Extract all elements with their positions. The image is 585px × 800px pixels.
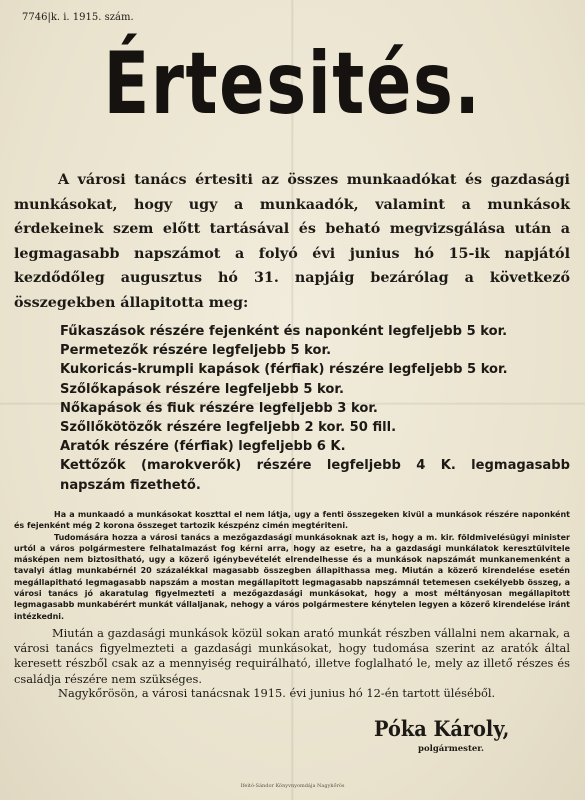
- signer-name: Póka Károly,: [374, 716, 510, 741]
- wage-item: Fűkaszások részére fejenként és naponként legfeljebb 5 kor.: [60, 324, 508, 339]
- fine-print-paragraph: Ha a munkaadó a munkásokat koszttal el nem látja, ugy a fenti összegeken kivül a munkások részére naponként és fejenként még 2 korona összeget tartozik készpénz cimén megtériteni.: [14, 510, 570, 531]
- closing-text: Miután a gazdasági munkások közül sokan arató munkát részben vállalni nem akarnak, a városi tanács figyelmezteti a gazdasági munkásokat, hogy tudomása szerint az aratók által keresett részből csak az a mennyiség requirálható, illetve foglalható le, mely az illető részes és családja részére nem szükséges.: [14, 626, 570, 686]
- wage-item: Nőkapások és fiuk részére legfeljebb 3 kor.: [60, 400, 378, 416]
- wage-list: [14, 322, 570, 495]
- wage-item: Szőllőkötözők részére legfeljebb 2 kor. 50 fill.: [60, 420, 397, 436]
- wage-item: Permetezők részére legfeljebb 5 kor.: [60, 343, 332, 359]
- wage-item: Szőlőkapások részére legfeljebb 5 kor.: [60, 381, 344, 397]
- poster-title: Értesités.: [103, 34, 482, 134]
- wage-item: Kukoricás-krumpli kapások (férfiak) részére legfeljebb 5 kor.: [60, 362, 508, 378]
- fine-print: [14, 509, 570, 622]
- intro-paragraph: A városi tanács értesiti az összes munkaadókat és gazdasági munkásokat, hogy ugy a munkaadók, valamint a munkások érdekeinek szem előtt tartásával és beható megvizsgálása után a legmagasabb napszámot a folyó évi junius hó 15-ik napjától kezdődőleg augusztus hó 31. napjáig bezárólag a következő összegekben állapitotta meg:: [14, 172, 570, 311]
- printer-credit: Ifeitó-Sándor Könyvnyomdája Nagykőrös: [240, 783, 345, 789]
- wage-item: Kettőzők (marokverők) részére legfeljebb 4 K. legmagasabb napszám fizethető.: [60, 458, 570, 493]
- wage-item: Aratók részére (férfiak) legfeljebb 6 K.: [60, 439, 346, 455]
- reference-number: 7746|k. i. 1915. szám.: [22, 12, 134, 23]
- closing-paragraph: [14, 626, 570, 687]
- fine-print-paragraph: Tudomására hozza a városi tanács a mezőgazdasági munkásoknak azt is, hogy a m. kir. földmivelésügyi minister urtól a város polgármestere felhatalmazást fog kérni arra, hogy az esetre, ha a gazdasági munkálatok keresztülvitele másképen nem biztositható, ugy a közerő igénybevételét elrendelhesse és a munkások napszámát munkanemenként a tavalyi átlag munkabérnél 20 százalékkal magasabb összegben állapithassa meg. Miután a közerő kirendelése esetén megállapitható legmagasabb napszám a mostan megállapitott legmagasabb napszámnál tetemesen csekélyebb összeg, a városi tanács jó akaratulag figyelmezteti a mezőgazdasági munkásokat, hogy a most méltányosan megállapitott legmagasabb munkabérért munkát vállaljanak, nehogy a város polgármestere kénytelen legyen a közerő kirendelése iránt intézkedni.: [14, 532, 570, 621]
- dateline: Nagykőrösön, a városi tanácsnak 1915. évi junius hó 12-én tartott üléséből.: [58, 686, 496, 700]
- signer-role: polgármester.: [418, 744, 484, 754]
